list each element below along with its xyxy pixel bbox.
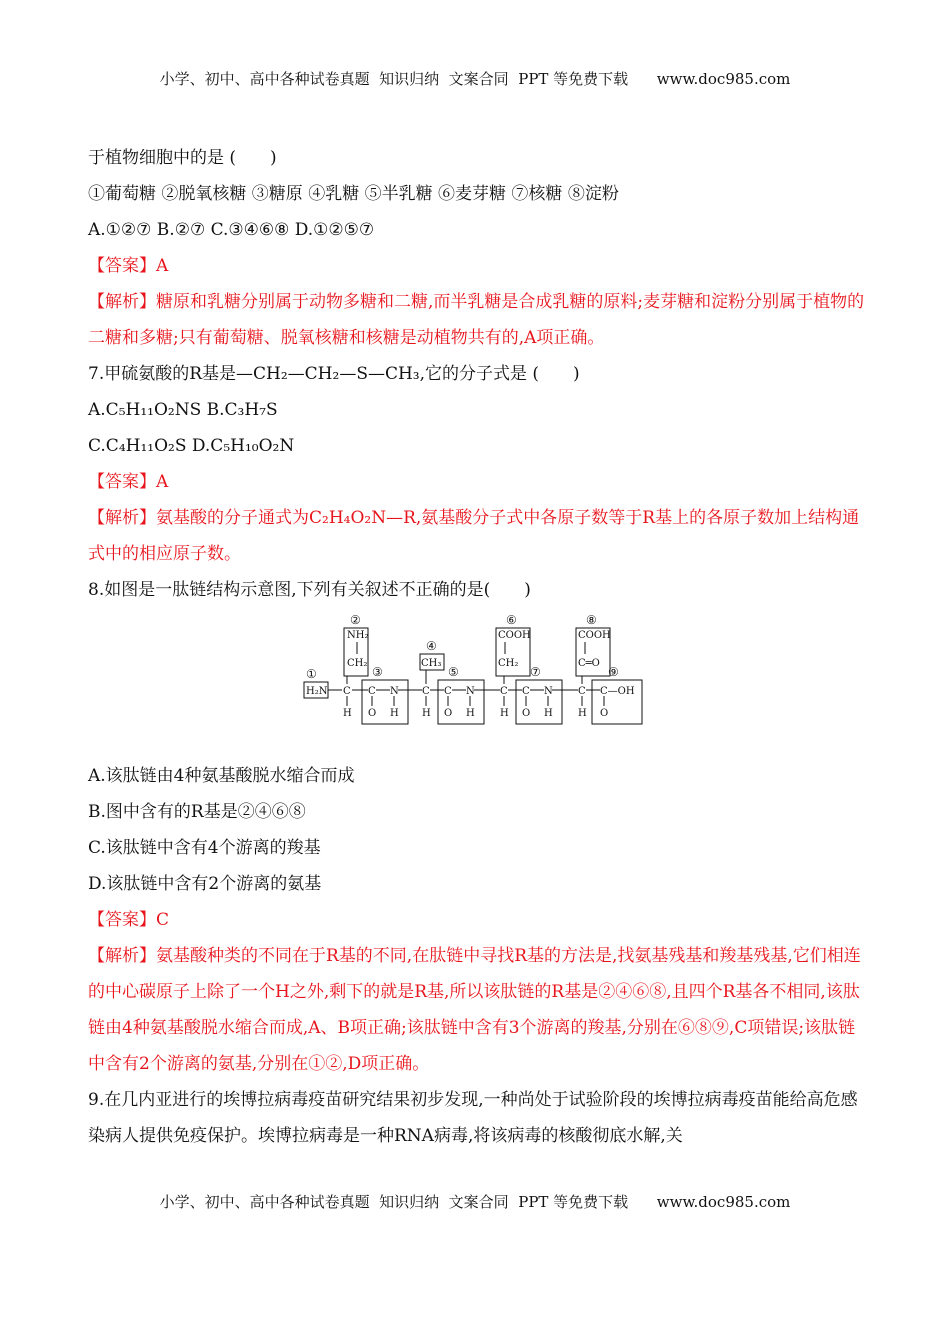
q8-answer: 【答案】C bbox=[88, 910, 170, 930]
cooh-label-8: COOH bbox=[578, 630, 611, 641]
document-body bbox=[88, 140, 868, 1154]
q8-option-b: B.图中含有的R基是②④⑥⑧ bbox=[88, 802, 306, 822]
q6-items: ①葡萄糖 ②脱氧核糖 ③糖原 ④乳糖 ⑤半乳糖 ⑥麦芽糖 ⑦核糖 ⑧淀粉 bbox=[88, 184, 619, 204]
cooh-label-6: COOH bbox=[498, 630, 531, 641]
c-label: C bbox=[368, 686, 376, 697]
q7-options-ab: A.C₅H₁₁O₂NS B.C₃H₇S bbox=[88, 400, 278, 420]
c-label: C bbox=[444, 686, 452, 697]
h-label: H bbox=[422, 708, 431, 719]
page-header: 小学、初中、高中各种试卷真题 知识归纳 文案合同 PPT 等免费下载 www.doc985.com bbox=[159, 70, 791, 88]
h2n-label: H₂N bbox=[306, 686, 328, 697]
circled-7: ⑦ bbox=[530, 665, 541, 679]
c-label: C bbox=[522, 686, 530, 697]
q6-options: A.①②⑦ B.②⑦ C.③④⑥⑧ D.①②⑤⑦ bbox=[88, 220, 375, 240]
circled-5: ⑤ bbox=[448, 665, 459, 679]
o-label: O bbox=[522, 708, 531, 719]
circled-3: ③ bbox=[372, 665, 383, 679]
circled-6: ⑥ bbox=[506, 613, 517, 627]
h-label: H bbox=[578, 708, 587, 719]
n-label: N bbox=[390, 686, 399, 697]
h-label: H bbox=[466, 708, 475, 719]
o-label: O bbox=[368, 708, 377, 719]
n-label: N bbox=[466, 686, 475, 697]
q7-analysis: 【解析】氨基酸的分子通式为C₂H₄O₂N—R,氨基酸分子式中各原子数等于R基上的各原子数加上结构通式中的相应原子数。 bbox=[88, 508, 860, 564]
ch2-label-6: CH₂ bbox=[498, 658, 519, 669]
nh2-label: NH₂ bbox=[347, 630, 369, 641]
q6-stem-tail: 于植物细胞中的是 ( ) bbox=[88, 148, 277, 168]
o-label: O bbox=[600, 708, 609, 719]
h-label: H bbox=[343, 708, 352, 719]
circled-1: ① bbox=[306, 667, 317, 681]
q8-option-a: A.该肽链由4种氨基酸脱水缩合而成 bbox=[88, 766, 355, 786]
circled-4: ④ bbox=[426, 639, 437, 653]
ch2-label: CH₂ bbox=[347, 658, 368, 669]
q8-option-d: D.该肽链中含有2个游离的氨基 bbox=[88, 874, 322, 894]
circled-2: ② bbox=[350, 613, 361, 627]
h-label: H bbox=[500, 708, 509, 719]
peptide-chain-svg bbox=[302, 610, 662, 730]
c-label: C bbox=[343, 686, 351, 697]
h-label: H bbox=[544, 708, 553, 719]
q7-answer: 【答案】A bbox=[88, 472, 169, 492]
cooh-end-label: C—OH bbox=[600, 686, 635, 697]
q6-answer: 【答案】A bbox=[88, 256, 169, 276]
o-label: O bbox=[444, 708, 453, 719]
q6-analysis: 【解析】糖原和乳糖分别属于动物多糖和二糖,而半乳糖是合成乳糖的原料;麦芽糖和淀粉分别属于植物的二糖和多糖;只有葡萄糖、脱氧核糖和核糖是动植物共有的,A项正确。 bbox=[88, 292, 865, 348]
ceqo-label-8: C═O bbox=[578, 658, 600, 669]
q8-stem: 8.如图是一肽链结构示意图,下列有关叙述不正确的是( ) bbox=[88, 580, 531, 600]
ch3-label: CH₃ bbox=[421, 658, 442, 669]
h-label: H bbox=[390, 708, 399, 719]
circled-8: ⑧ bbox=[586, 613, 597, 627]
c-label: C bbox=[422, 686, 430, 697]
q8-analysis: 【解析】氨基酸种类的不同在于R基的不同,在肽链中寻找R基的方法是,找氨基残基和羧基残基,它们相连的中心碳原子上除了一个H之外,剩下的就是R基,所以该肽链的R基是②④⑥⑧,且四个R基各不相同,该肽链由4种氨基酸脱水缩合而成,A、B项正确;该肽链中含有3个游离的羧基,分别在⑥⑧⑨,C项错误;该肽链中含有2个游离的氨基,分别在①②,D项正确。 bbox=[88, 946, 861, 1074]
c-label: C bbox=[500, 686, 508, 697]
peptide-chain-diagram bbox=[88, 608, 868, 758]
q7-stem: 7.甲硫氨酸的R基是—CH₂—CH₂—S—CH₃,它的分子式是 ( ) bbox=[88, 364, 580, 384]
q9-stem: 9.在几内亚进行的埃博拉病毒疫苗研究结果初步发现,一种尚处于试验阶段的埃博拉病毒疫苗能给高危感染病人提供免疫保护。埃博拉病毒是一种RNA病毒,将该病毒的核酸彻底水解,关 bbox=[88, 1090, 858, 1146]
q8-option-c: C.该肽链中含有4个游离的羧基 bbox=[88, 838, 321, 858]
page-footer: 小学、初中、高中各种试卷真题 知识归纳 文案合同 PPT 等免费下载 www.doc985.com bbox=[159, 1193, 791, 1211]
circled-9: ⑨ bbox=[608, 665, 619, 679]
n-label: N bbox=[544, 686, 553, 697]
q7-options-cd: C.C₄H₁₁O₂S D.C₅H₁₀O₂N bbox=[88, 436, 295, 456]
c-label: C bbox=[578, 686, 586, 697]
